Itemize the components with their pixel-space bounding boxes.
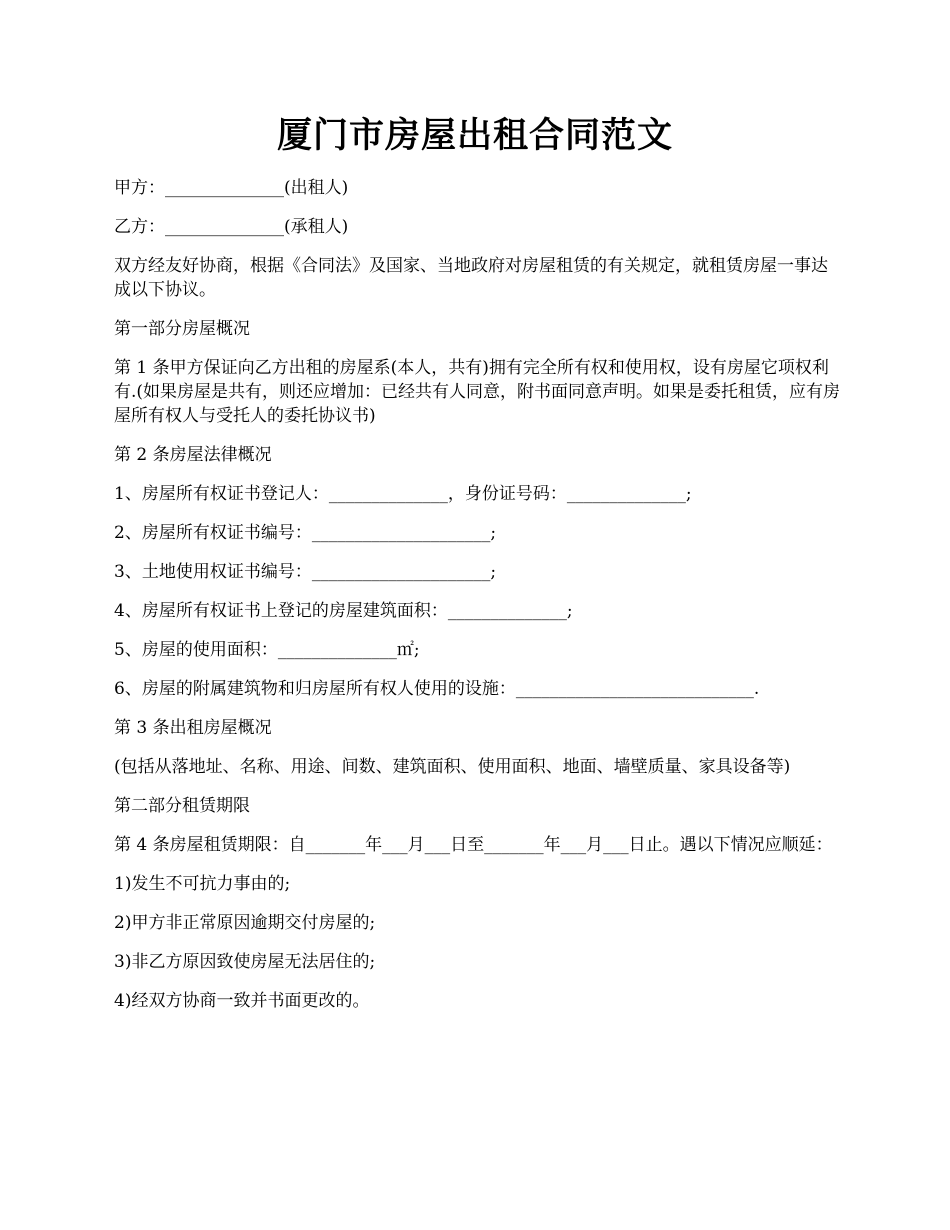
party-a-line: 甲方：______________(出租人) <box>114 178 349 198</box>
clause-1-owner-id: 1、房屋所有权证书登记人：______________，身份证号码：______________; <box>114 484 692 504</box>
article-3-details: (包括从落地址、名称、用途、间数、建筑面积、使用面积、地面、墙壁质量、家具设备等) <box>114 757 791 777</box>
article-1-paragraph: 第 1 条甲方保证向乙方出租的房屋系(本人，共有)拥有完全所有权和使用权，设有房屋它项权利有.(如果房屋是共有，则还应增加：已经共有人同意，附书面同意声明。如果是委托租赁，应有房屋所有权人与受托人的委托协议书) <box>114 358 841 426</box>
clause-3-land-certificate-number: 3、土地使用权证书编号：_____________________; <box>114 562 497 582</box>
condition-3: 3)非乙方原因致使房屋无法居住的; <box>114 952 376 972</box>
condition-1: 1)发生不可抗力事由的; <box>114 874 291 894</box>
clause-5-usable-area: 5、房屋的使用面积：______________㎡; <box>114 640 420 660</box>
clause-6-facilities: 6、房屋的附属建筑物和归房屋所有权人使用的设施：____________________________. <box>114 679 760 699</box>
party-b-line: 乙方：______________(承租人) <box>114 217 349 237</box>
article-3-heading: 第 3 条出租房屋概况 <box>114 718 272 738</box>
article-4-paragraph: 第 4 条房屋租赁期限：自_______年___月___日至_______年___月___日止。遇以下情况应顺延： <box>114 835 833 855</box>
article-2-heading: 第 2 条房屋法律概况 <box>114 445 272 465</box>
condition-4: 4)经双方协商一致并书面更改的。 <box>114 991 370 1011</box>
section-heading-part-two: 第二部分租赁期限 <box>114 796 250 816</box>
clause-4-building-area: 4、房屋所有权证书上登记的房屋建筑面积：______________; <box>114 601 573 621</box>
clause-2-certificate-number: 2、房屋所有权证书编号：_____________________; <box>114 523 497 543</box>
section-heading-part-one: 第一部分房屋概况 <box>114 319 250 339</box>
intro-paragraph: 双方经友好协商，根据《合同法》及国家、当地政府对房屋租赁的有关规定，就租赁房屋一事达成以下协议。 <box>114 256 828 300</box>
document-title: 厦门市房屋出租合同范文 <box>276 115 673 156</box>
document-body <box>114 176 844 1028</box>
condition-2: 2)甲方非正常原因逾期交付房屋的; <box>114 913 376 933</box>
